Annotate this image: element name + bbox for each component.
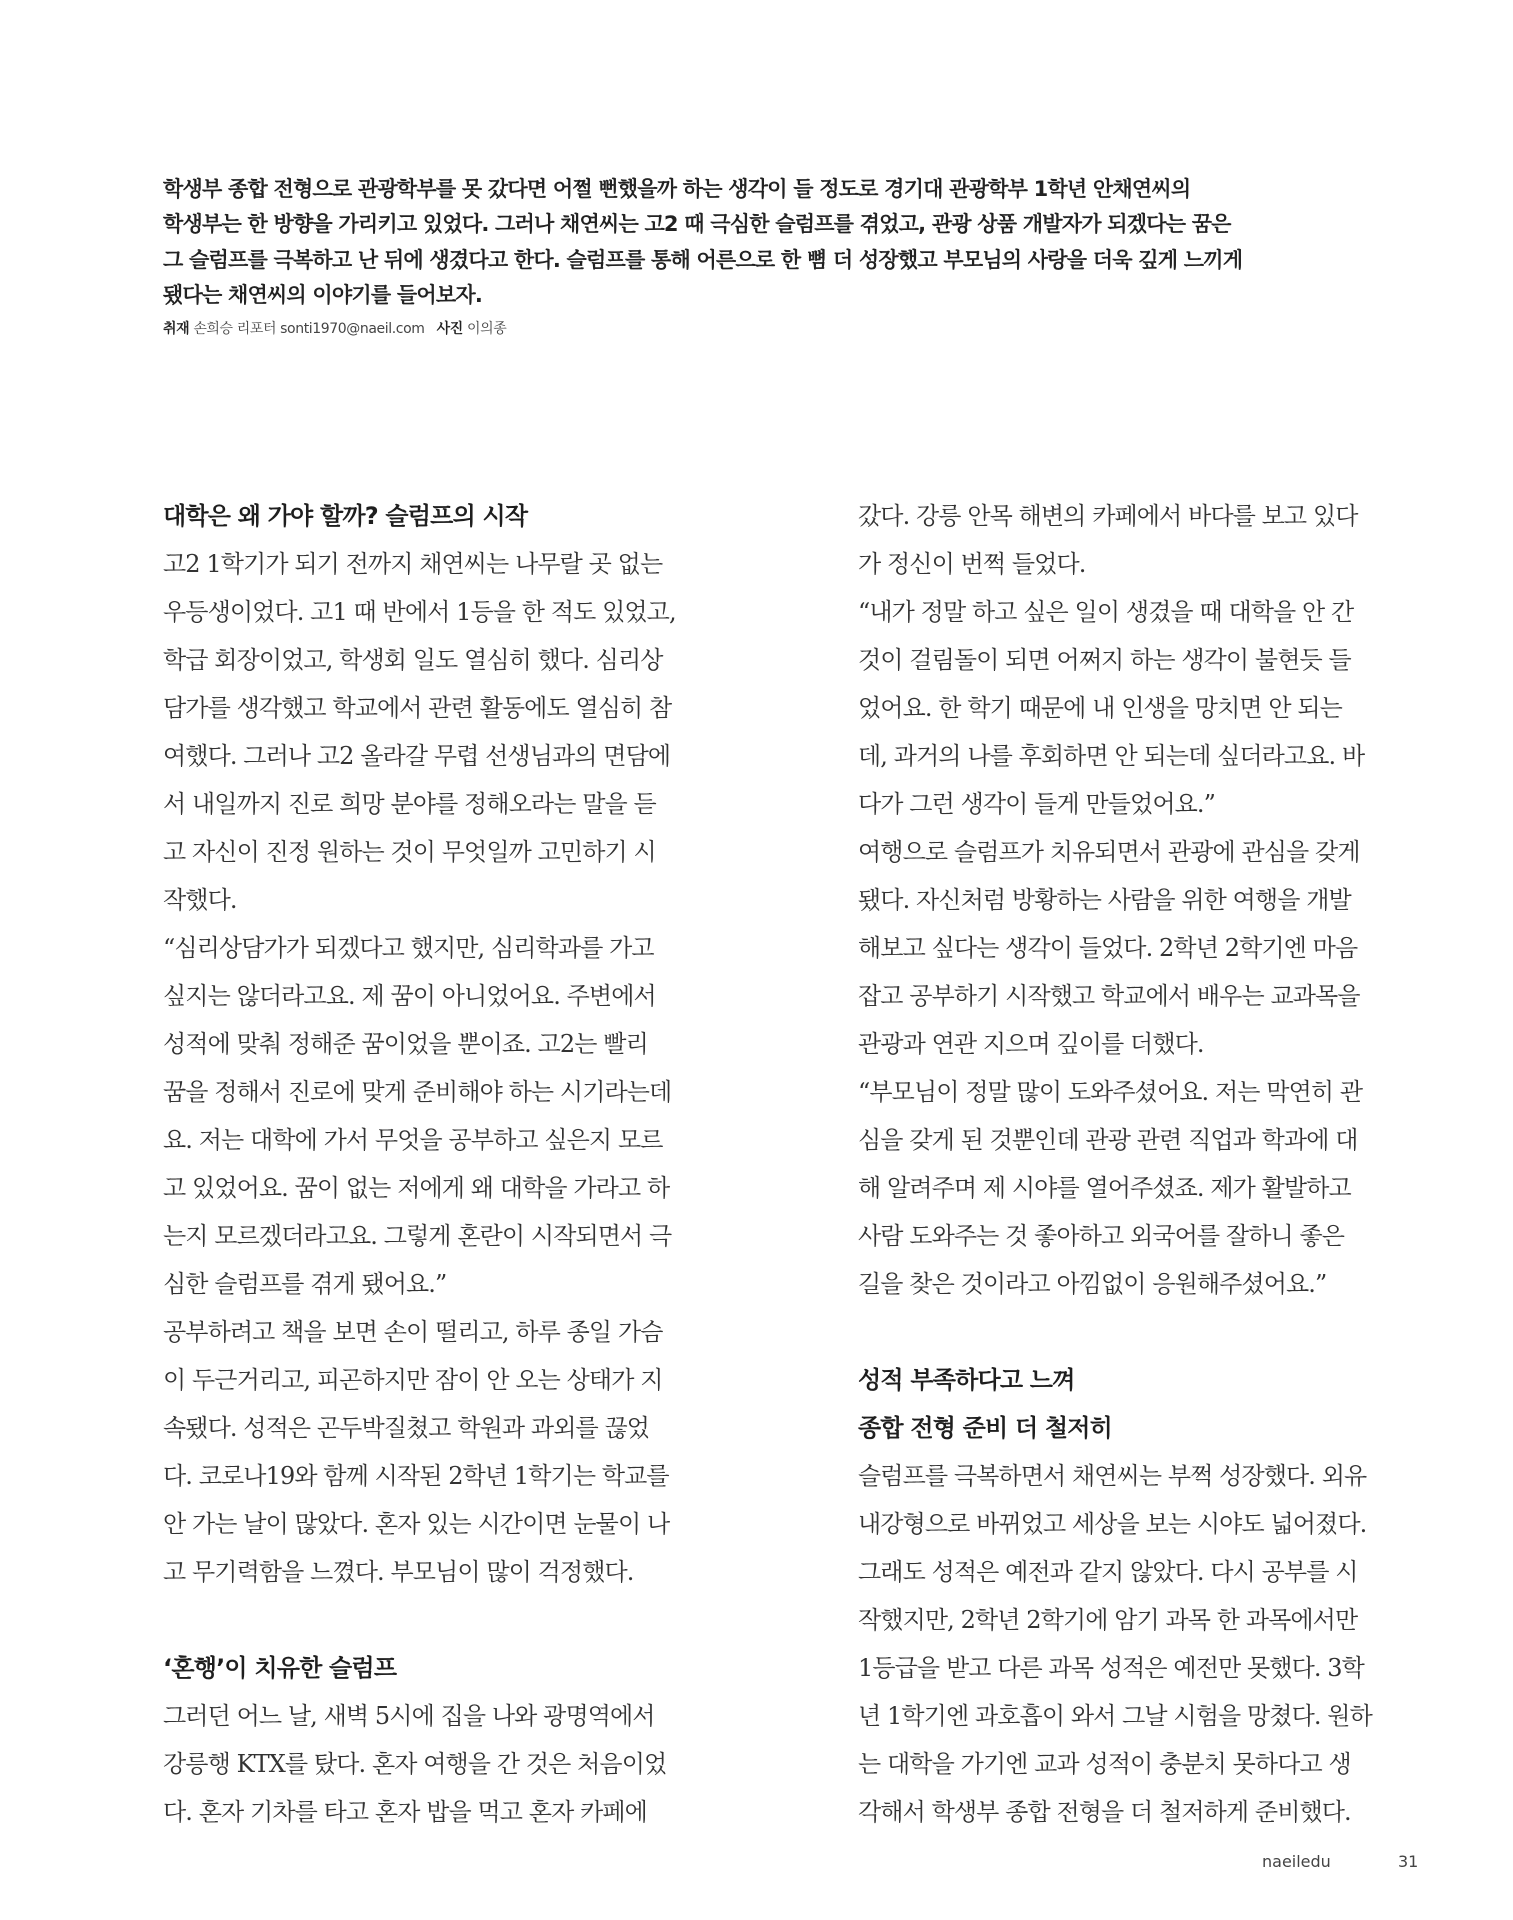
body-line: 관광과 연관 지으며 깊이를 더했다. — [858, 1030, 1204, 1058]
body-line: 해 알려주며 제 시야를 열어주셨죠. 제가 활발하고 — [858, 1174, 1351, 1202]
reporter: 손희승 리포터 sonti1970@naeil.com — [193, 321, 425, 337]
body-line: 작했지만, 2학년 2학기에 암기 과목 한 과목에서만 — [858, 1606, 1358, 1634]
body-line: 심한 슬럼프를 겪게 됐어요.” — [163, 1270, 447, 1298]
reporter-label: 취재 — [163, 321, 190, 337]
footer-brand: naeiledu — [1262, 1852, 1331, 1871]
body-line: 학급 회장이었고, 학생회 일도 열심히 했다. 심리상 — [163, 646, 663, 674]
body-line: 서 내일까지 진로 희망 분야를 정해오라는 말을 듣 — [163, 790, 656, 818]
body-line: 안 가는 날이 많았다. 혼자 있는 시간이면 눈물이 나 — [163, 1510, 670, 1538]
body-line: 심을 갖게 된 것뿐인데 관광 관련 직업과 학과에 대 — [858, 1126, 1358, 1154]
body-line: 우등생이었다. 고1 때 반에서 1등을 한 적도 있었고, — [163, 598, 676, 626]
body-line: 고 무기력함을 느꼈다. 부모님이 많이 걱정했다. — [163, 1558, 634, 1586]
body-line: 성적에 맞춰 정해준 꿈이었을 뿐이죠. 고2는 빨리 — [163, 1030, 648, 1058]
body-line: 그러던 어느 날, 새벽 5시에 집을 나와 광명역에서 — [163, 1702, 655, 1730]
body-line: 각해서 학생부 종합 전형을 더 철저하게 준비했다. — [858, 1798, 1351, 1826]
body-line: 작했다. — [163, 886, 237, 914]
section-spacer — [163, 1596, 718, 1644]
body-line: 는 대학을 가기엔 교과 성적이 충분치 못하다고 생 — [858, 1750, 1351, 1778]
section-spacer — [858, 1308, 1413, 1356]
page-footer — [1200, 1852, 1420, 1876]
body-line: 었어요. 한 학기 때문에 내 인생을 망치면 안 되는 — [858, 694, 1342, 722]
body-line: “부모님이 정말 많이 도와주셨어요. 저는 막연히 관 — [858, 1078, 1363, 1106]
body-line: 이 두근거리고, 피곤하지만 잠이 안 오는 상태가 지 — [163, 1366, 663, 1394]
body-line: 공부하려고 책을 보면 손이 떨리고, 하루 종일 가슴 — [163, 1318, 663, 1346]
body-line: 강릉행 KTX를 탔다. 혼자 여행을 간 것은 처음이었 — [163, 1750, 667, 1778]
body-line: 고2 1학기가 되기 전까지 채연씨는 나무랄 곳 없는 — [163, 550, 663, 578]
page-number: 31 — [1398, 1852, 1419, 1871]
body-line: 년 1학기엔 과호흡이 와서 그날 시험을 망쳤다. 원하 — [858, 1702, 1372, 1730]
body-line: 는지 모르겠더라고요. 그렇게 혼란이 시작되면서 극 — [163, 1222, 672, 1250]
body-line: 잡고 공부하기 시작했고 학교에서 배우는 교과목을 — [858, 982, 1360, 1010]
body-line: 것이 걸림돌이 되면 어쩌지 하는 생각이 불현듯 들 — [858, 646, 1351, 674]
body-line: 1등급을 받고 다른 과목 성적은 예전만 못했다. 3학 — [858, 1654, 1364, 1682]
body-line: 됐다. 자신처럼 방황하는 사람을 위한 여행을 개발 — [858, 886, 1351, 914]
body-line: 고 자신이 진정 원하는 것이 무엇일까 고민하기 시 — [163, 838, 656, 866]
body-line: 속됐다. 성적은 곤두박질쳤고 학원과 과외를 끊었 — [163, 1414, 650, 1442]
body-line: 가 정신이 번쩍 들었다. — [858, 550, 1086, 578]
intro-line: 됐다는 채연씨의 이야기를 들어보자. — [163, 282, 482, 307]
body-line: 꿈을 정해서 진로에 맞게 준비해야 하는 시기라는데 — [163, 1078, 672, 1106]
body-line: 그래도 성적은 예전과 같지 않았다. 다시 공부를 시 — [858, 1558, 1358, 1586]
left-column — [163, 492, 718, 1836]
body-line: 고 있었어요. 꿈이 없는 저에게 왜 대학을 가라고 하 — [163, 1174, 670, 1202]
photographer: 이의종 — [466, 321, 507, 337]
body-line: 갔다. 강릉 안목 해변의 카페에서 바다를 보고 있다 — [858, 502, 1358, 530]
right-column — [858, 492, 1413, 1836]
section-heading: ‘혼행’이 치유한 슬럼프 — [163, 1654, 397, 1682]
body-line: 데, 과거의 나를 후회하면 안 되는데 싶더라고요. 바 — [858, 742, 1365, 770]
section-heading: 대학은 왜 가야 할까? 슬럼프의 시작 — [163, 502, 528, 530]
body-line: “내가 정말 하고 싶은 일이 생겼을 때 대학을 안 간 — [858, 598, 1354, 626]
body-line: 다. 혼자 기차를 타고 혼자 밥을 먹고 혼자 카페에 — [163, 1798, 647, 1826]
intro-line: 그 슬럼프를 극복하고 난 뒤에 생겼다고 한다. 슬럼프를 통해 어른으로 한 뼘 더 성장했고 부모님의 사랑을 더욱 깊게 느끼게 — [163, 247, 1243, 272]
byline — [163, 318, 506, 338]
body-line: 슬럼프를 극복하면서 채연씨는 부쩍 성장했다. 외유 — [858, 1462, 1367, 1490]
body-line: 다가 그런 생각이 들게 만들었어요.” — [858, 790, 1215, 818]
intro-lead — [163, 172, 1403, 313]
body-line: 싶지는 않더라고요. 제 꿈이 아니었어요. 주변에서 — [163, 982, 656, 1010]
body-line: 여행으로 슬럼프가 치유되면서 관광에 관심을 갖게 — [858, 838, 1360, 866]
photo-label: 사진 — [436, 321, 463, 337]
section-heading: 종합 전형 준비 더 철저히 — [858, 1414, 1113, 1442]
body-line: 사람 도와주는 것 좋아하고 외국어를 잘하니 좋은 — [858, 1222, 1345, 1250]
body-line: 요. 저는 대학에 가서 무엇을 공부하고 싶은지 모르 — [163, 1126, 663, 1154]
body-line: 해보고 싶다는 생각이 들었다. 2학년 2학기엔 마음 — [858, 934, 1358, 962]
body-line: 길을 찾은 것이라고 아낌없이 응원해주셨어요.” — [858, 1270, 1327, 1298]
body-line: “심리상담가가 되겠다고 했지만, 심리학과를 가고 — [163, 934, 654, 962]
body-line: 여했다. 그러나 고2 올라갈 무렵 선생님과의 면담에 — [163, 742, 671, 770]
body-line: 담가를 생각했고 학교에서 관련 활동에도 열심히 참 — [163, 694, 672, 722]
section-heading: 성적 부족하다고 느껴 — [858, 1366, 1075, 1394]
body-line: 내강형으로 바뀌었고 세상을 보는 시야도 넓어졌다. — [858, 1510, 1367, 1538]
intro-line: 학생부는 한 방향을 가리키고 있었다. 그러나 채연씨는 고2 때 극심한 슬럼프를 겪었고, 관광 상품 개발자가 되겠다는 꿈은 — [163, 212, 1231, 237]
body-line: 다. 코로나19와 함께 시작된 2학년 1학기는 학교를 — [163, 1462, 669, 1490]
intro-line: 학생부 종합 전형으로 관광학부를 못 갔다면 어쩔 뻔했을까 하는 생각이 들 정도로 경기대 관광학부 1학년 안채연씨의 — [163, 177, 1191, 201]
